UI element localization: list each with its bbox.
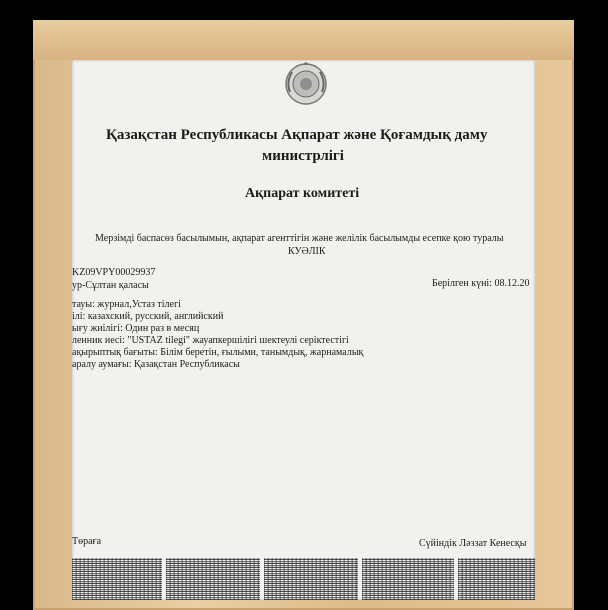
ministry-title-line2: министрлігі <box>262 148 344 164</box>
qr-code-block <box>362 558 454 600</box>
field-row: аралу аумағы: Қазақстан Республикасы <box>72 359 240 370</box>
qr-code-block <box>166 558 260 600</box>
frame-top <box>33 20 574 60</box>
document-type: КУӘЛІК <box>288 246 326 257</box>
qr-code-block <box>72 558 162 600</box>
signatory-name: Сүйіндік Ләззат Кенесқы <box>419 538 527 549</box>
qr-code-block <box>264 558 358 600</box>
committee-title: Ақпарат комитеті <box>245 186 360 201</box>
field-row: ығу жиілігі: Один раз в месяц <box>72 323 200 334</box>
registration-number: KZ09VPY00029937 <box>72 267 156 278</box>
field-row: ілі: казахский, русский, английский <box>72 311 224 322</box>
state-emblem-icon <box>284 62 328 106</box>
chairman-label: Төраға <box>72 536 102 547</box>
field-row: ленник иесі: "USTAZ tilegi" жауапкершілігі шектеулі серіктестігі <box>72 335 349 346</box>
document-description: Мерзімді баспасөз басылымын, ақпарат агенттігін және желілік басылымды есепке қою туралы <box>95 233 504 244</box>
field-row: тауы: журнал,Устаз тілегі <box>72 299 181 310</box>
field-row: ақырыптық бағыты: Білім беретін, ғылыми, танымдық, жарнамалық <box>72 347 364 358</box>
qr-code-block <box>458 558 535 600</box>
city: ур-Сұлтан қаласы <box>72 280 149 291</box>
issue-date: Берілген күні: 08.12.20 <box>432 278 530 289</box>
ministry-title: Қазақстан Республикасы Ақпарат және Қоғамдық даму <box>106 127 488 143</box>
